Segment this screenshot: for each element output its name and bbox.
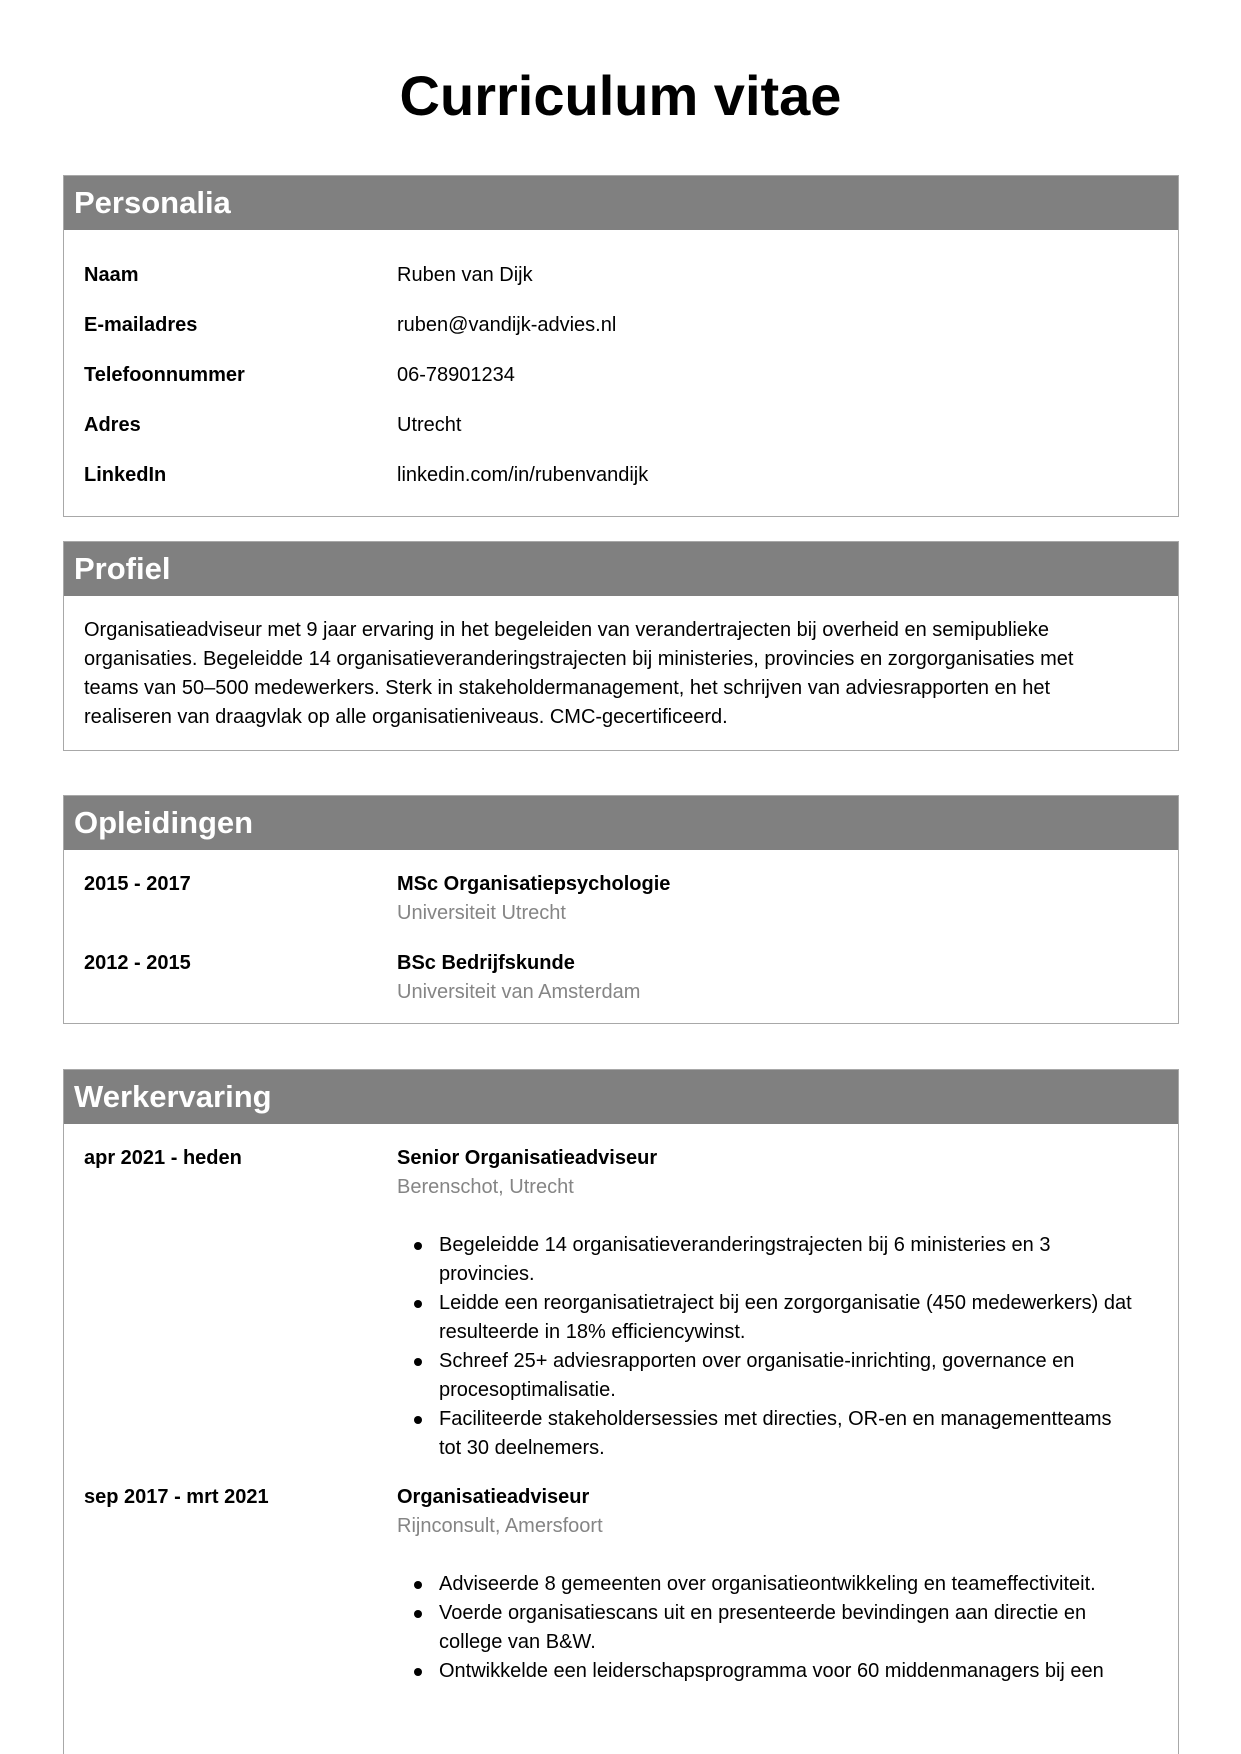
field-label: Naam (84, 263, 139, 286)
entry-title: Senior Organisatieadviseur (397, 1147, 658, 1169)
bullet-item (397, 1570, 1158, 1599)
bullet-icon (414, 1358, 422, 1366)
section-opleidingen (63, 795, 1179, 1024)
profile-text: Organisatieadviseur met 9 jaar ervaring in het begeleiden van verandertrajecten bij overheid en semipublieke organisaties. Begeleidde 14 organisatieveranderingstrajecten bij ministeries, provincies en zorgorganisaties met teams van 50–500 medewerkers. Sterk in stakeholdermanagement, het schrijven van adviesrapporten en het realiseren van draagvlak op alle organisatieniveaus. CMC-gecertificeerd. (84, 619, 1074, 728)
section-heading-profiel: Profiel (64, 542, 1178, 596)
bullet-text: Leidde een reorganisatietraject bij een zorgorganisatie (450 medewerkers) dat resulteerde in 18% efficiencywinst. (439, 1292, 1132, 1343)
section-werkervaring (63, 1069, 1179, 1754)
entry-period: apr 2021 - heden (84, 1147, 242, 1169)
field-value: linkedin.com/in/rubenvandijk (397, 463, 649, 486)
entry-employer: Berenschot, Utrecht (397, 1176, 574, 1198)
field-label: LinkedIn (84, 463, 167, 486)
entry-period: 2015 - 2017 (84, 873, 191, 895)
bullet-item (397, 1347, 1158, 1405)
bullet-item (397, 1599, 1158, 1657)
entry-title: Organisatieadviseur (397, 1486, 590, 1508)
bullet-icon (414, 1242, 422, 1250)
field-value: Utrecht (397, 413, 462, 436)
bullet-text: Voerde organisatiescans uit en presenteerde bevindingen aan directie en college van B&W. (439, 1602, 1087, 1653)
personalia-row-phone (84, 350, 1178, 400)
bullet-icon (414, 1300, 422, 1308)
personalia-row-email (84, 300, 1178, 350)
bullet-text: Adviseerde 8 gemeenten over organisatieontwikkeling en teameffectiviteit. (439, 1573, 1096, 1595)
bullet-list (397, 1570, 1158, 1686)
field-label: E-mailadres (84, 313, 198, 336)
bullet-text: Begeleidde 14 organisatieveranderingstrajecten bij 6 ministeries en 3 provincies. (439, 1234, 1051, 1285)
work-entry (84, 1144, 1158, 1463)
bullet-icon (414, 1668, 422, 1676)
bullet-item (397, 1405, 1158, 1463)
entry-period: 2012 - 2015 (84, 952, 191, 974)
bullet-icon (414, 1610, 422, 1618)
entry-title: MSc Organisatiepsychologie (397, 873, 671, 895)
bullet-item (397, 1231, 1158, 1289)
personalia-row-name (84, 250, 1178, 300)
bullet-icon (414, 1416, 422, 1424)
education-entry (84, 870, 1158, 928)
entry-institution: Universiteit van Amsterdam (397, 981, 641, 1003)
bullet-text: Ontwikkelde een leiderschapsprogramma voor 60 middenmanagers bij een (439, 1660, 1104, 1682)
education-entry (84, 949, 1158, 1007)
field-label: Telefoonnummer (84, 363, 245, 386)
work-entry (84, 1483, 1158, 1686)
document-title: Curriculum vitae (399, 64, 842, 127)
field-value: ruben@vandijk-advies.nl (397, 313, 617, 336)
section-heading-personalia: Personalia (64, 176, 1178, 230)
entry-period: sep 2017 - mrt 2021 (84, 1486, 269, 1508)
bullet-text: Schreef 25+ adviesrapporten over organisatie-inrichting, governance en procesoptimalisatie. (439, 1350, 1075, 1401)
field-value: Ruben van Dijk (397, 263, 533, 286)
field-label: Adres (84, 413, 141, 436)
bullet-icon (414, 1581, 422, 1589)
entry-institution: Universiteit Utrecht (397, 902, 566, 924)
personalia-row-linkedin (84, 450, 1178, 500)
section-profiel (63, 541, 1179, 751)
section-heading-opleidingen: Opleidingen (64, 796, 1178, 850)
bullet-text: Faciliteerde stakeholdersessies met directies, OR-en en managementteams tot 30 deelnemers. (439, 1408, 1112, 1459)
bullet-list (397, 1231, 1158, 1463)
entry-title: BSc Bedrijfskunde (397, 952, 575, 974)
section-heading-werkervaring: Werkervaring (64, 1070, 1178, 1124)
bullet-item (397, 1657, 1158, 1686)
entry-employer: Rijnconsult, Amersfoort (397, 1515, 603, 1537)
section-personalia (63, 175, 1179, 517)
bullet-item (397, 1289, 1158, 1347)
personalia-row-address (84, 400, 1178, 450)
field-value: 06-78901234 (397, 363, 515, 386)
